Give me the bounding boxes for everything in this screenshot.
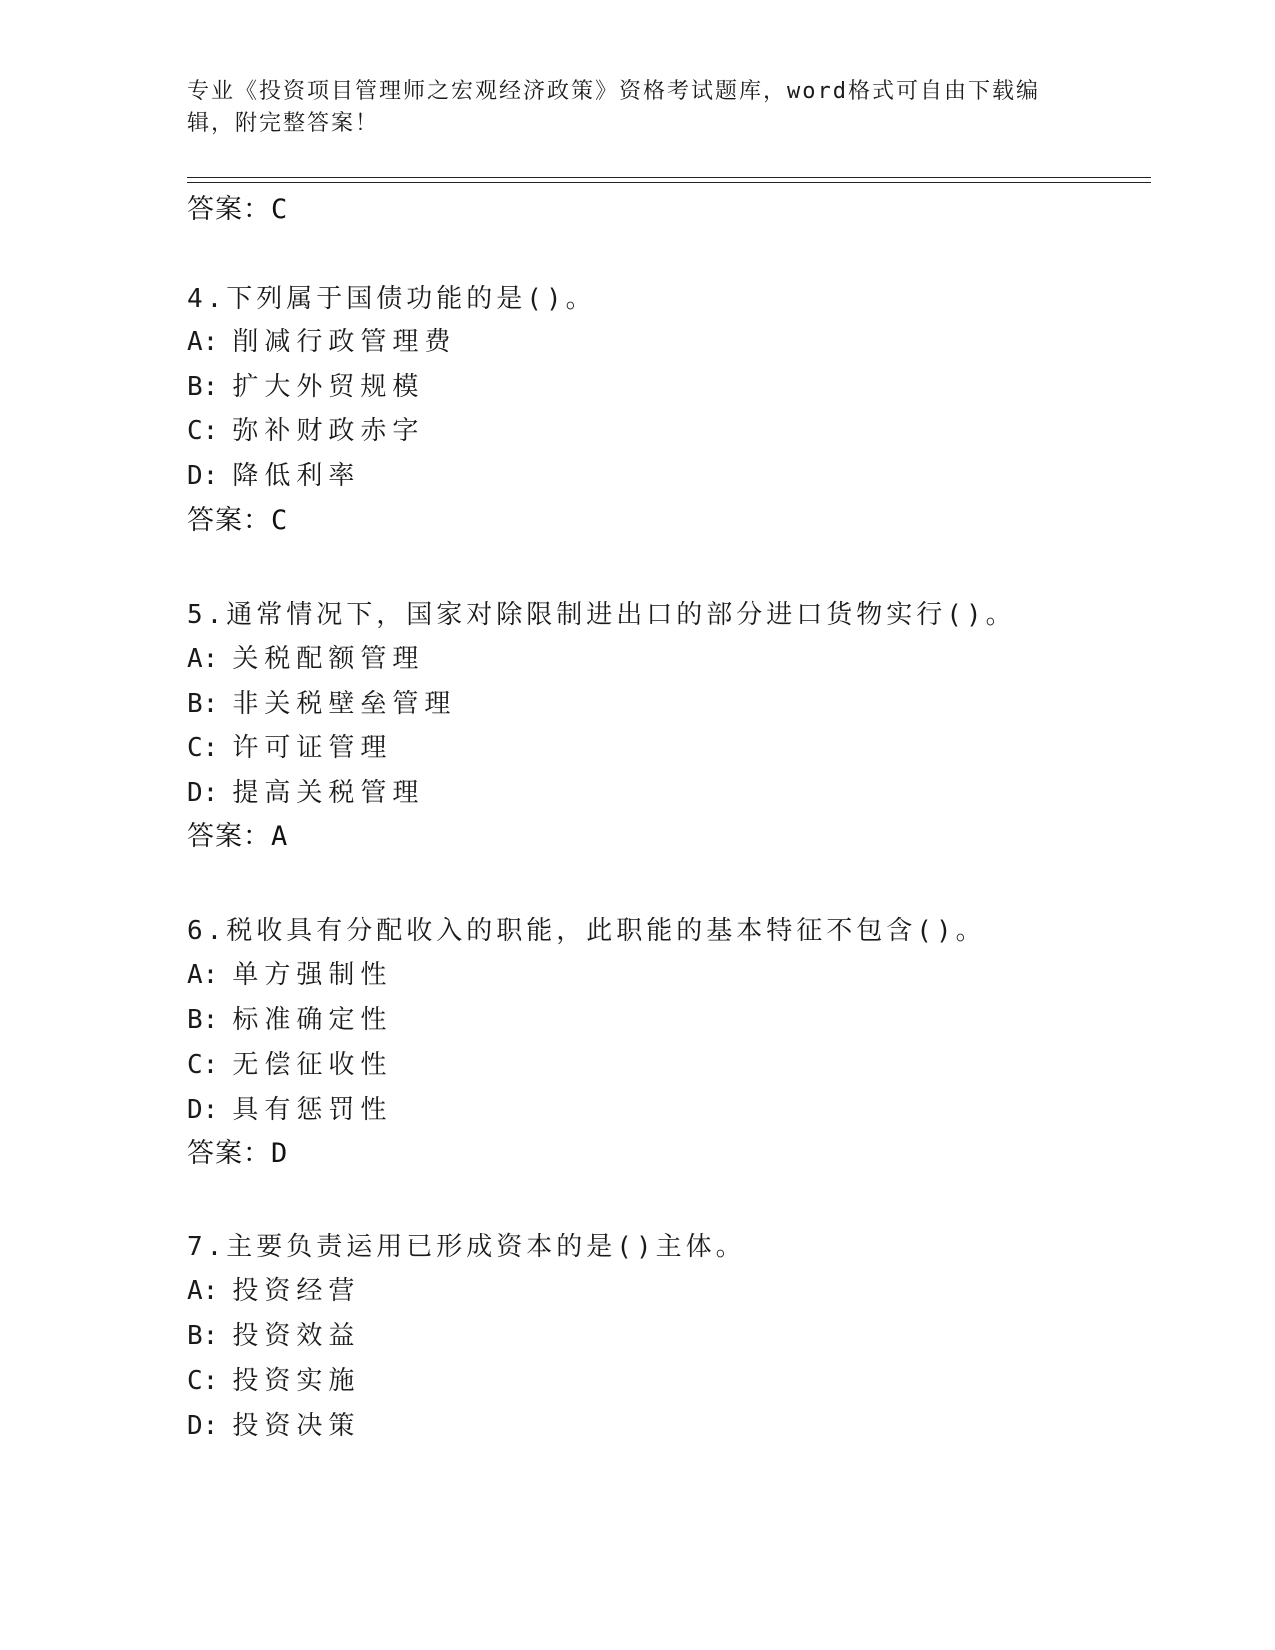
option-text: 非关税壁垒管理: [232, 689, 457, 719]
answer-line: [187, 504, 288, 538]
option-text: 降低利率: [232, 461, 361, 491]
option-b: [187, 1003, 392, 1037]
option-key: C:: [187, 416, 219, 446]
answer-line: [187, 1137, 288, 1171]
option-key: C:: [187, 1366, 219, 1396]
option-text: 提高关税管理: [232, 778, 425, 808]
option-key: A:: [187, 960, 219, 990]
option-text: 具有惩罚性: [232, 1095, 393, 1125]
answer-label: 答案：: [187, 194, 271, 225]
question-stem: 7.主要负责运用已形成资本的是()主体。: [187, 1232, 746, 1262]
option-text: 扩大外贸规模: [232, 372, 425, 402]
option-key: D:: [187, 461, 219, 491]
option-key: D:: [187, 1411, 219, 1441]
option-text: 削减行政管理费: [232, 327, 457, 357]
option-b: [187, 1319, 360, 1353]
option-text: 弥补财政赤字: [232, 416, 425, 446]
option-d: [187, 1409, 360, 1443]
option-text: 投资经营: [232, 1276, 361, 1306]
answer-value: C: [271, 194, 289, 225]
answer-value: C: [271, 505, 289, 536]
option-key: B:: [187, 1321, 219, 1351]
question-stem: 6.税收具有分配收入的职能，此职能的基本特征不包含()。: [187, 916, 986, 946]
header-divider-top: [187, 177, 1151, 178]
header-divider-bottom: [187, 182, 1151, 183]
option-text: 投资决策: [232, 1411, 361, 1441]
option-text: 无偿征收性: [232, 1050, 393, 1080]
answer-label: 答案：: [187, 821, 271, 852]
option-a: [187, 325, 456, 359]
option-key: B:: [187, 1005, 219, 1035]
option-c: [187, 414, 424, 448]
option-a: [187, 642, 424, 676]
answer-line: [187, 193, 288, 227]
document-header: 专业《投资项目管理师之宏观经济政策》资格考试题库，word格式可自由下载编辑，附完整答案！: [187, 79, 1040, 136]
option-key: B:: [187, 372, 219, 402]
option-text: 投资实施: [232, 1366, 361, 1396]
option-c: [187, 731, 392, 765]
answer-value: D: [271, 1138, 289, 1169]
answer-label: 答案：: [187, 505, 271, 536]
answer-value: A: [271, 821, 289, 852]
option-key: A:: [187, 1276, 219, 1306]
option-a: [187, 1274, 360, 1308]
question-stem: 5.通常情况下，国家对除限制进出口的部分进口货物实行()。: [187, 600, 1016, 630]
option-b: [187, 687, 456, 721]
option-d: [187, 459, 360, 493]
option-key: B:: [187, 689, 219, 719]
answer-line: [187, 820, 288, 854]
option-text: 许可证管理: [232, 733, 393, 763]
option-d: [187, 776, 424, 810]
option-key: C:: [187, 733, 219, 763]
option-c: [187, 1364, 360, 1398]
option-text: 关税配额管理: [232, 644, 425, 674]
option-text: 单方强制性: [232, 960, 393, 990]
answer-label: 答案：: [187, 1138, 271, 1169]
option-text: 投资效益: [232, 1321, 361, 1351]
option-c: [187, 1048, 392, 1082]
option-b: [187, 370, 424, 404]
option-text: 标准确定性: [232, 1005, 393, 1035]
option-d: [187, 1093, 392, 1127]
option-key: A:: [187, 644, 219, 674]
option-key: C:: [187, 1050, 219, 1080]
option-key: D:: [187, 1095, 219, 1125]
question-stem: 4.下列属于国债功能的是()。: [187, 284, 596, 314]
option-key: A:: [187, 327, 219, 357]
option-a: [187, 958, 392, 992]
option-key: D:: [187, 778, 219, 808]
